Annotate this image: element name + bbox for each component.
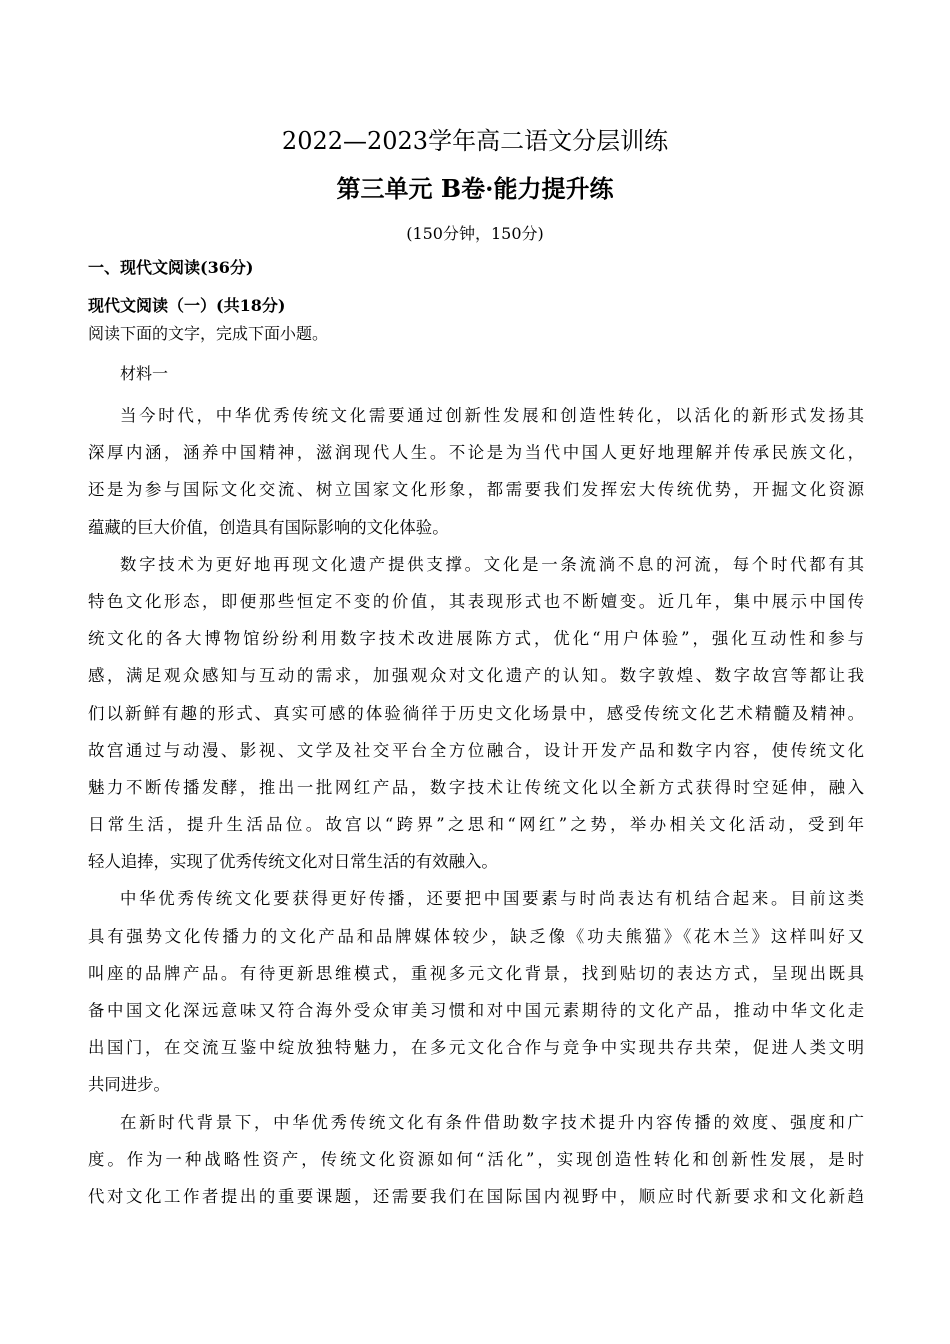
paragraph-line: 度。作为一种战略性资产，传统文化资源如何“活化”，实现创造性转化和创新性发展，是时 bbox=[88, 1149, 864, 1169]
section-heading: 一、现代文阅读(36分) bbox=[88, 258, 254, 277]
paragraph-line: 感，满足观众感知与互动的需求，加强观众对文化遗产的认知。数字敦煌、数字故宫等都让我 bbox=[88, 666, 864, 686]
exam-duration-score: (150分钟，150分) bbox=[406, 224, 544, 243]
document-title: 2022—2023学年高二语文分层训练 bbox=[281, 127, 669, 155]
paragraph-line: 中华优秀传统文化要获得更好传播，还要把中国要素与时尚表达有机结合起来。目前这类 bbox=[120, 889, 864, 909]
paragraph-line: 共同进步。 bbox=[88, 1075, 170, 1095]
paragraph-line: 具有强势文化传播力的文化产品和品牌媒体较少，缺乏像《功夫熊猫》《花木兰》这样叫好又 bbox=[88, 926, 864, 946]
passage-paragraph bbox=[88, 397, 864, 546]
reading-passage bbox=[88, 397, 864, 1215]
paragraph-line: 魅力不断传播发酵，推出一批网红产品，数字技术让传统文化以全新方式获得时空延伸，融入 bbox=[88, 777, 864, 797]
passage-paragraph bbox=[88, 880, 864, 1103]
paragraph-line: 统文化的各大博物馆纷纷利用数字技术改进展陈方式，优化“用户体验”，强化互动性和参与 bbox=[88, 629, 864, 649]
paragraph-line: 当今时代，中华优秀传统文化需要通过创新性发展和创造性转化，以活化的新形式发扬其 bbox=[120, 406, 864, 425]
paragraph-line: 轻人追捧，实现了优秀传统文化对日常生活的有效融入。 bbox=[88, 852, 498, 872]
paragraph-line: 们以新鲜有趣的形式、真实可感的体验徜徉于历史文化场景中，感受传统文化艺术精髓及精神。 bbox=[88, 703, 864, 723]
unit-title: 第三单元 B卷·能力提升练 bbox=[336, 174, 614, 203]
passage-paragraph bbox=[88, 546, 864, 881]
passage-paragraph bbox=[88, 1104, 864, 1216]
paragraph-line: 还是为参与国际文化交流、树立国家文化形象，都需要我们发挥宏大传统优势，开掘文化资源 bbox=[88, 480, 864, 500]
paragraph-line: 备中国文化深远意味又符合海外受众审美习惯和对中国元素期待的文化产品，推动中华文化走 bbox=[88, 1001, 864, 1020]
paragraph-line: 深厚内涵，涵养中国精神，滋润现代人生。不论是为当代中国人更好地理解并传承民族文化， bbox=[88, 443, 864, 463]
paragraph-line: 特色文化形态，即便那些恒定不变的价值，其表现形式也不断嬗变。近几年，集中展示中国传 bbox=[88, 591, 864, 611]
paragraph-line: 数字技术为更好地再现文化遗产提供支撑。文化是一条流淌不息的河流，每个时代都有其 bbox=[120, 554, 864, 574]
paragraph-line: 出国门，在交流互鉴中绽放独特魅力，在多元文化合作与竞争中实现共存共荣，促进人类文明 bbox=[88, 1038, 864, 1058]
material-label: 材料一 bbox=[120, 364, 169, 383]
paragraph-line: 故宫通过与动漫、影视、文学及社交平台全方位融合，设计开发产品和数字内容，使传统文化 bbox=[88, 740, 864, 760]
paragraph-line: 叫座的品牌产品。有待更新思维模式，重视多元文化背景，找到贴切的表达方式，呈现出既具 bbox=[88, 963, 864, 983]
paragraph-line: 蕴藏的巨大价值，创造具有国际影响的文化体验。 bbox=[88, 517, 449, 537]
paragraph-line: 在新时代背景下，中华优秀传统文化有条件借助数字技术提升内容传播的效度、强度和广 bbox=[120, 1112, 864, 1132]
reading-instruction: 阅读下面的文字，完成下面小题。 bbox=[88, 324, 329, 343]
subsection-heading: 现代文阅读（一）(共18分) bbox=[88, 296, 286, 315]
paragraph-line: 日常生活，提升生活品位。故宫以“跨界”之思和“网红”之势，举办相关文化活动，受到年 bbox=[88, 815, 864, 835]
paragraph-line: 代对文化工作者提出的重要课题，还需要我们在国际国内视野中，顺应时代新要求和文化新趋 bbox=[88, 1186, 864, 1206]
